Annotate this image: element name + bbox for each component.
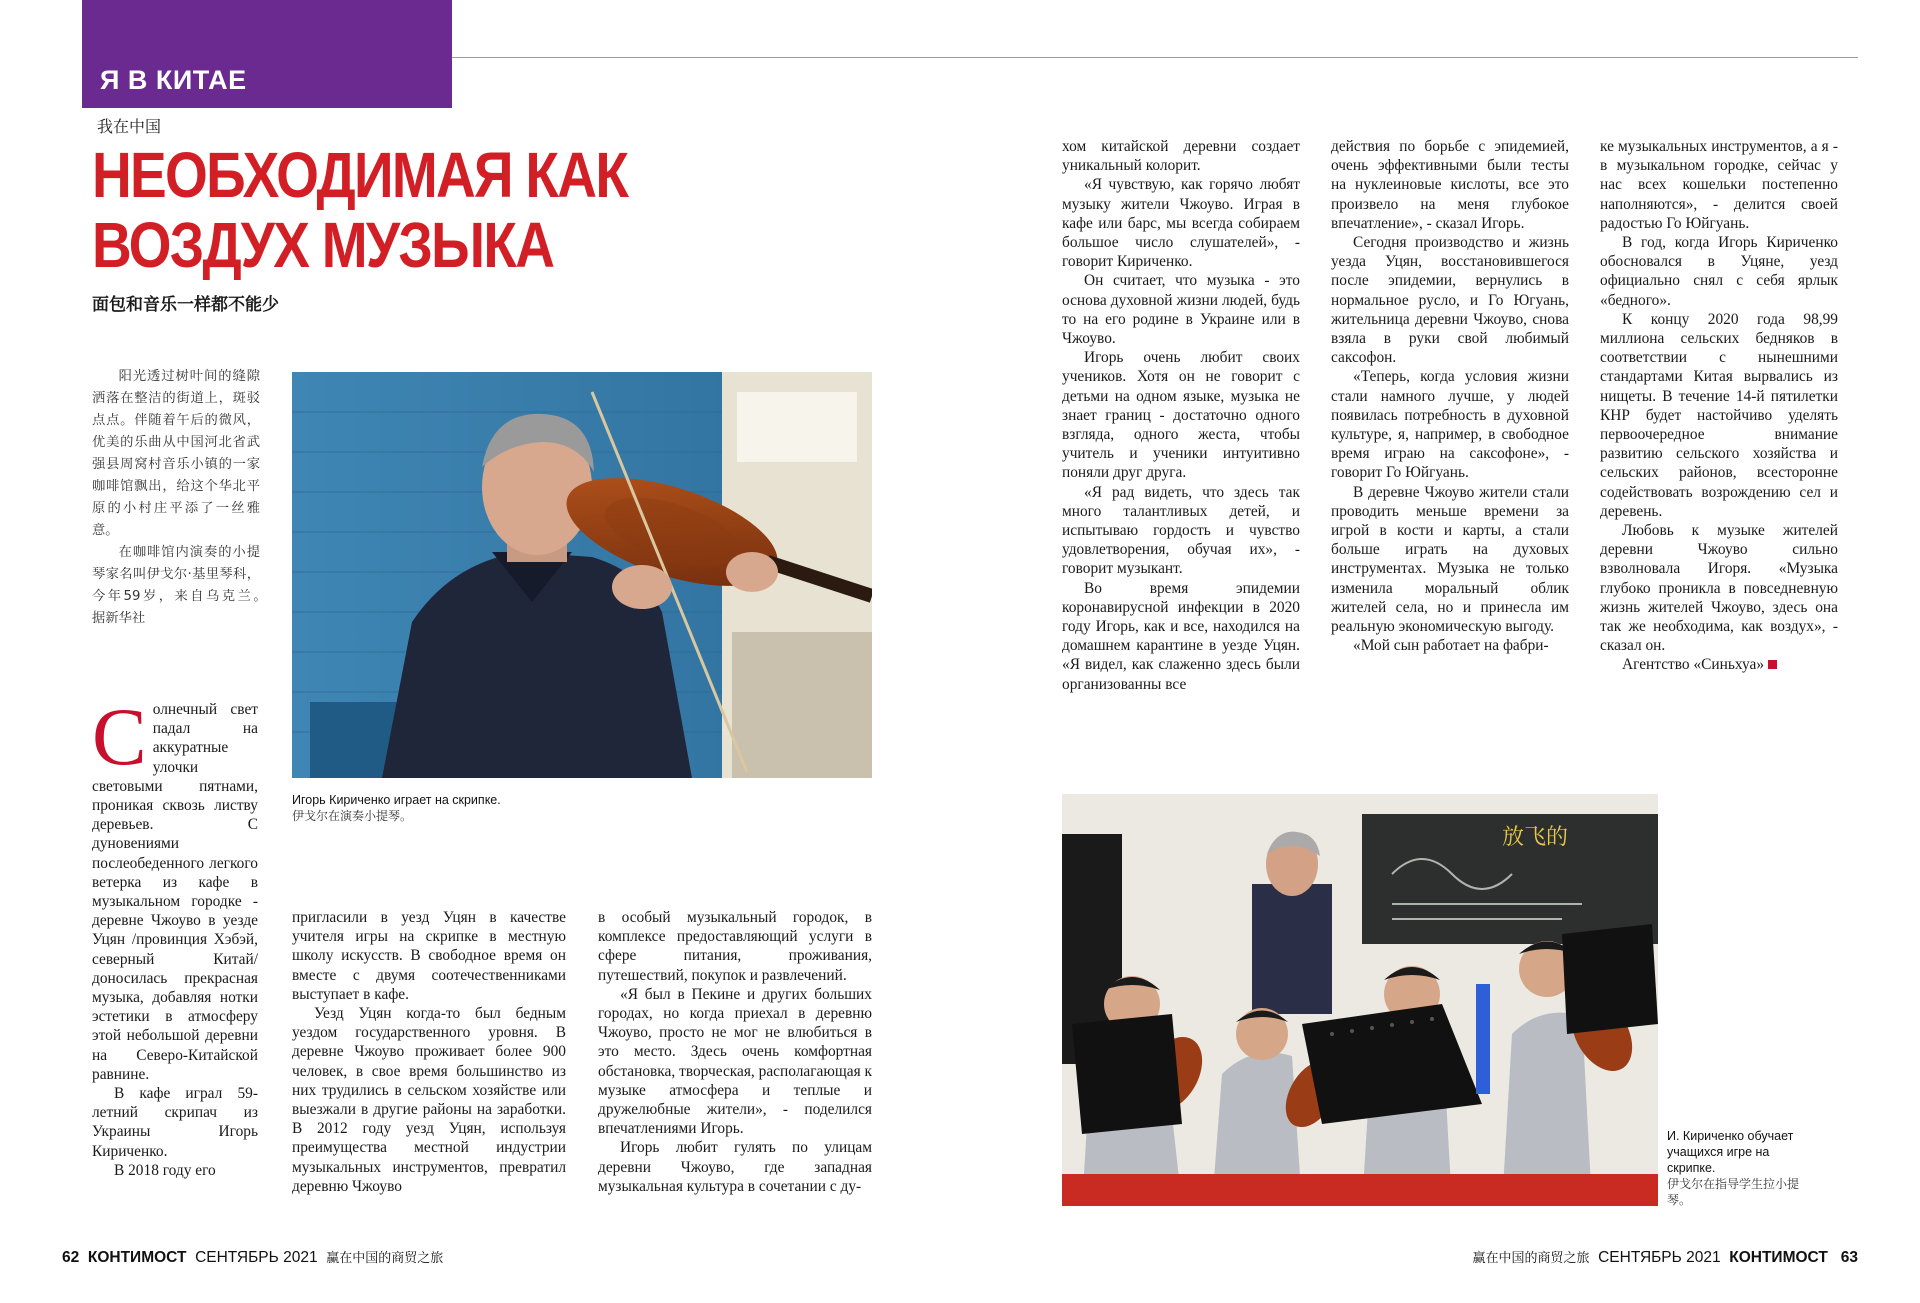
article-paragraph: хом китайской деревни создает уникальный колорит. xyxy=(1062,138,1300,175)
slogan-zh-right: 赢在中国的商贸之旅 xyxy=(1472,1251,1590,1266)
article-column-1 xyxy=(92,691,258,1180)
article-signature: Агентство «Синьхуа» xyxy=(1600,655,1838,674)
article-column-4 xyxy=(1062,137,1300,694)
article-paragraph: Во время эпидемии коронавирусной инфекции в 2020 году Игорь, как и все, находился на домашнем карантине в уезде Уцян. «Я видел, как слаженно здесь были организованны все xyxy=(1062,579,1300,693)
blackboard-text: 放飞的 xyxy=(1502,825,1569,850)
article-paragraph: Игорь любит гулять по улицам деревни Чжоуво, где западная музыкальная культура в сочетании с ду- xyxy=(598,1139,872,1195)
article-paragraph: пригласили в уезд Уцян в качестве учителя игры на скрипке в местную школу искусств. В свободное время он вместе с двумя соотечественниками выступает в кафе. xyxy=(292,909,566,1003)
photo2-caption xyxy=(1667,1128,1817,1208)
section-label-zh: 我在中国 xyxy=(97,117,162,136)
footer-left xyxy=(62,1247,443,1267)
article-paragraph: Он считает, что музыка - это основа духовной жизни людей, будь то на его родине в Украине или в Чжоуво. xyxy=(1062,272,1300,348)
lead-zh-paragraph: 在咖啡馆内演奏的小提琴家名叫伊戈尔·基里琴科，今年59岁，来自乌克兰。 据新华社 xyxy=(92,545,287,626)
article-paragraph: «Я был в Пекине и других больших городах, но когда приехал в деревню Чжоуво, просто не мог не влюбиться в это место. Здесь очень комфортная обстановка, творческая, располагающая к музыке атмосфера и теплые и дружелюбные жители», - поделился впечатлениями Игорь. xyxy=(598,985,872,1138)
teaching-photo xyxy=(1062,794,1658,1206)
article-paragraph: Сегодня производство и жизнь уезда Уцян, восстановившегося после эпидемии, вернулись в нормальное русло, и Го Югуань, жительница деревни Чжоуво, снова взяла в руки свой любимый саксофон. xyxy=(1331,234,1569,367)
article-paragraph: В 2018 году его xyxy=(114,1161,216,1179)
article-column-6 xyxy=(1600,137,1838,675)
article-column-3 xyxy=(598,908,872,1196)
photo1-caption-zh: 伊戈尔在演奏小提琴。 xyxy=(292,809,413,823)
article-paragraph: Любовь к музыке жителей деревни Чжоуво сильно взволновала Игоря. «Музыка глубоко проникла в повседневную жизнь жителей Чжоуво, здесь она так же необходима, как воздух», - сказал он. xyxy=(1600,522,1838,655)
article-paragraph: «Теперь, когда условия жизни стали намного лучше, у людей появилась потребность в духовной культуре, я, например, в свободное время играю на саксофоне», - говорит Го Юйгуань. xyxy=(1331,368,1569,482)
magazine-name-right: КОНТИМОСТ xyxy=(1729,1249,1828,1266)
article-paragraph: В деревне Чжоуво жители стали проводить меньше времени за игрой в кости и карты, а стали больше играть на духовых инструментах. Музыка не только изменила моральный облик жителей села, но и принесла им реальную экономическую выгоду. xyxy=(1331,483,1569,636)
article-paragraph: В кафе играл 59-летний скрипач из Украины Игорь Кириченко. xyxy=(92,1085,258,1160)
article-paragraph: в особый музыкальный городок, в комплексе предоставляющий услуги в сфере питания, проживания, путешествий, покупок и развлечений. xyxy=(598,909,872,984)
drop-cap: С xyxy=(92,691,147,782)
article-paragraph: действия по борьбе с эпидемией, очень эффективными были тесты на нуклеиновые кислоты, все это произвело на меня глубокое впечатление», - сказал Игорь. xyxy=(1331,138,1569,232)
footer-right xyxy=(1472,1247,1858,1267)
lead-zh-paragraph: 阳光透过树叶间的缝隙洒落在整洁的街道上，斑驳点点。伴随着午后的微风，优美的乐曲从中国河北省武强县周窝村音乐小镇的一家咖啡馆飘出，给这个华北平原的小村庄平添了一丝雅意。 xyxy=(92,369,260,538)
lead-zh xyxy=(92,366,287,630)
article-paragraph: В год, когда Игорь Кириченко обосновался в Уцяне, уезд официально снял с себя ярлык «бедного». xyxy=(1600,234,1838,309)
end-mark-icon xyxy=(1768,660,1777,669)
article-paragraph: «Я чувствую, как горячо любят музыку жители Чжоуво. Играя в кафе или барс, мы всегда собираем большое число слушателей», - говорит Кириченко. xyxy=(1062,176,1300,271)
section-label: Я В КИТАЕ xyxy=(100,65,247,95)
issue-left: СЕНТЯБРЬ 2021 xyxy=(195,1249,318,1266)
issue-right: СЕНТЯБРЬ 2021 xyxy=(1598,1249,1721,1266)
page-number-left: 62 xyxy=(62,1249,80,1266)
magazine-name-left: КОНТИМОСТ xyxy=(87,1249,187,1266)
photo1-caption-text: Игорь Кириченко играет на скрипке. xyxy=(292,793,501,807)
article-paragraph: «Я рад видеть, что здесь так много талантливых детей, и испытываю гордость и чувство удовлетворения, обучая их», - говорит музыкант. xyxy=(1062,483,1300,578)
article-paragraph: «Мой сын работает на фабри- xyxy=(1353,637,1549,655)
article-paragraph: Уезд Уцян когда-то был бедным уездом государственного уровня. В деревне Чжоуво проживает более 900 человек, в свое время большинство из них трудились в сельском хозяйстве или выезжали в другие районы на заработки. В 2012 году уезд Уцян, используя преимущества местной индустрии музыкальных инструментов, превратил деревню Чжоуво xyxy=(292,1005,566,1195)
article-paragraph: Солнечный свет падал на аккуратные улочки световыми пятнами, проникая сквозь листву деревьев. С дуновениями послеобеденного легкого ветерка из кафе в музыкальном городке - деревне Чжоуво в уезде Уцян /провинция Хэбэй, северный Китай/ доносилась прекрасная музыка, добавляя нотки эстетики в атмосферу этой небольшой деревни на Северо-Китайской равнине. xyxy=(92,691,258,1083)
article-column-2 xyxy=(292,908,566,1196)
article-paragraph: ке музыкальных инструментов, а я - в музыкальном городке, сейчас у нас всех кошельки постепенно наполняются», - делится своей радостью Го Юйгуань. xyxy=(1600,138,1838,232)
photo2-caption-zh: 伊戈尔在指导学生拉小提琴。 xyxy=(1667,1177,1800,1207)
headline: НЕОБХОДИМАЯ КАК ВОЗДУХ МУЗЫКА xyxy=(92,139,628,281)
page-number-right: 63 xyxy=(1840,1249,1858,1266)
slogan-zh-left: 赢在中国的商贸之旅 xyxy=(326,1251,444,1266)
article-column-5 xyxy=(1331,137,1569,655)
article-paragraph: К концу 2020 года 98,99 миллиона сельских бедняков в соответствии с нынешними стандартами Китая вырвались из нищеты. В течение 14-й пятилетки КНР будет настойчиво уделять первоочередное внимание развитию сельского хозяйства и сельских районов, всесторонне содействовать возрождению сел и деревень. xyxy=(1600,310,1838,520)
top-rule xyxy=(452,57,1858,58)
violinist-photo xyxy=(292,372,872,778)
photo2-caption-text: И. Кириченко обучает учащихся игре на скрипке. xyxy=(1667,1129,1794,1175)
subheadline-zh: 面包和音乐一样都不能少 xyxy=(92,295,279,315)
section-tag xyxy=(82,0,452,108)
photo1-caption xyxy=(292,792,712,824)
article-paragraph: Игорь очень любит своих учеников. Хотя он не говорит с детьми на одном языке, музыка не знает границ - достаточно одного взгляда, одного жеста, чтобы учитель и ученики интуитивно поняли друг друга. xyxy=(1062,349,1300,482)
